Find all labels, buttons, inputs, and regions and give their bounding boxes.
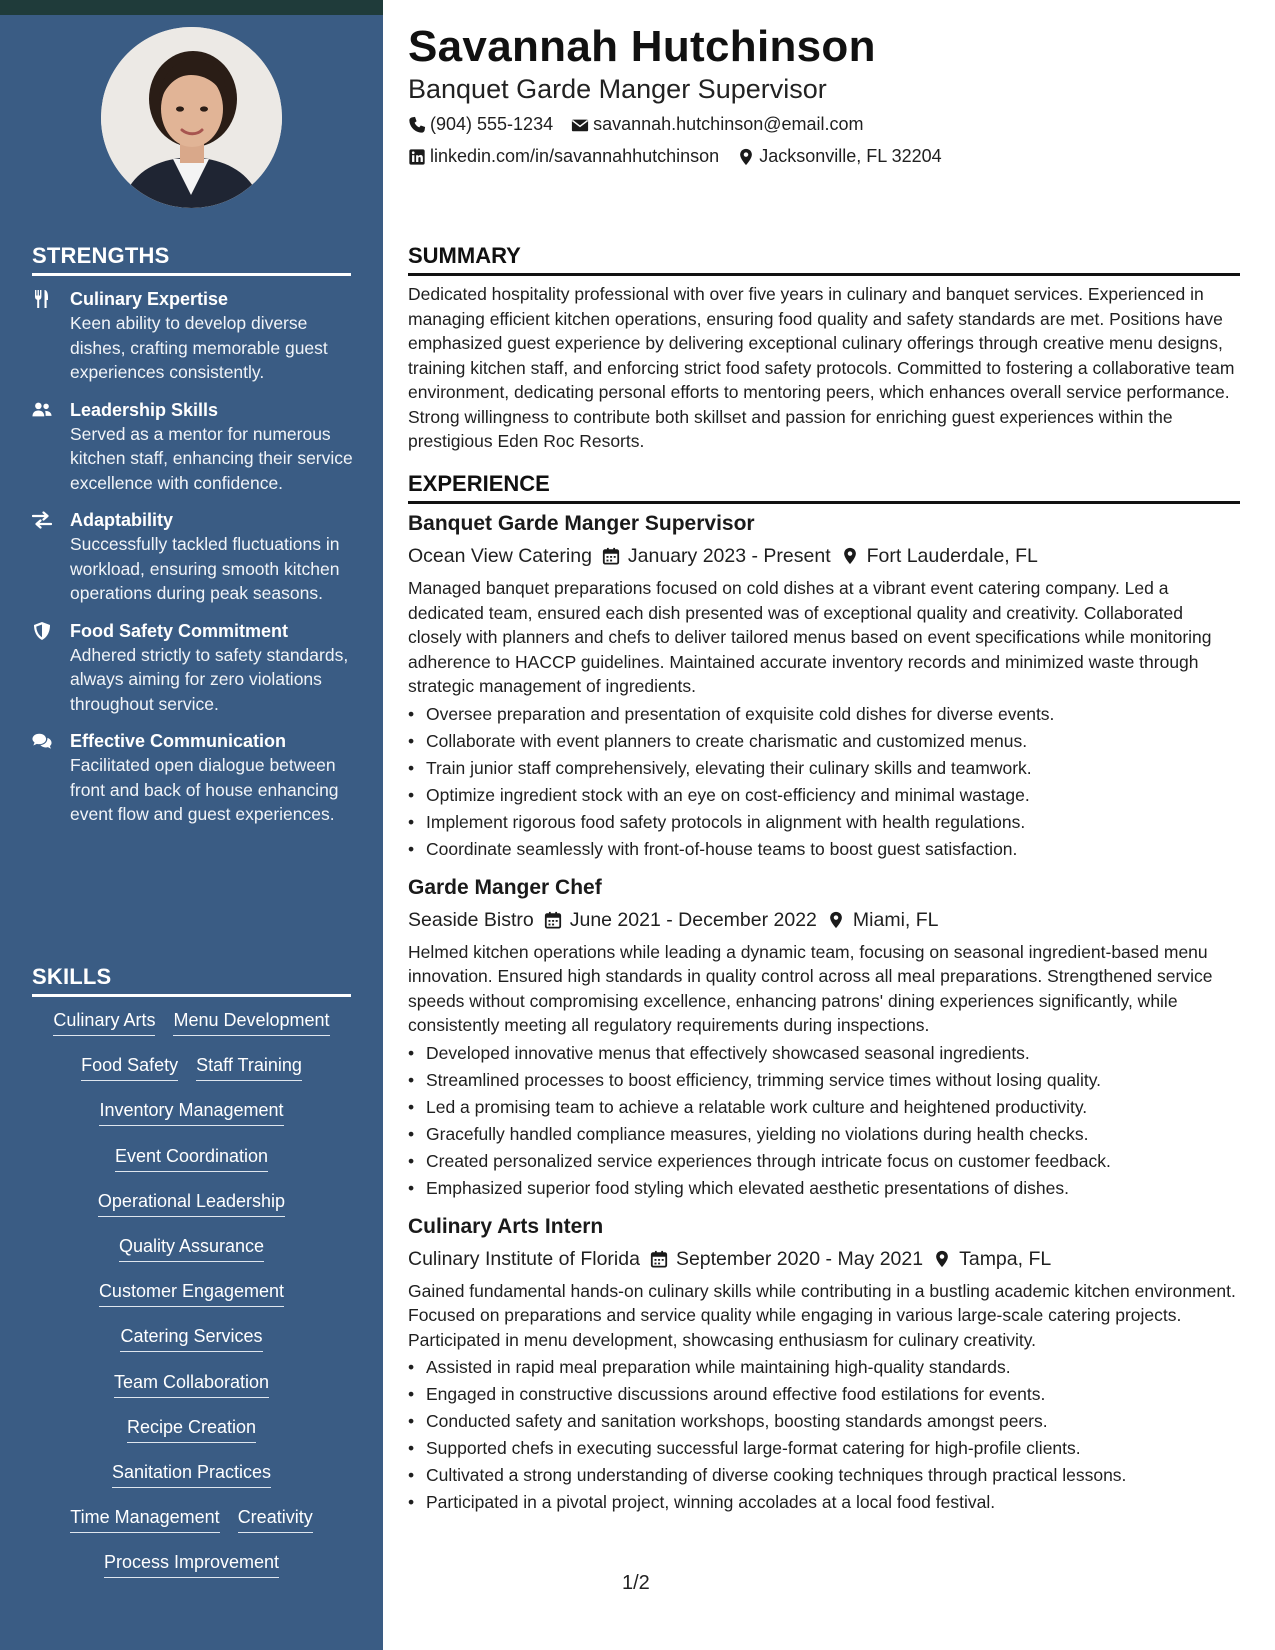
job-title: Garde Manger Chef	[408, 875, 602, 899]
job-bullet: • Collaborate with event planners to create charismatic and customized menus.	[408, 728, 1240, 755]
job-description: Managed banquet preparations focused on cold dishes at a vibrant event catering company. Led a dedicated team, ensured each dish presented was of exceptional quality and creativity. Collaborated closely with planners and chefs to deliver tailored menus based on event specifications while monitoring adherence to HACCP guidelines. Maintained accurate inventory records and minimized waste through strategic management of ingredients.	[408, 578, 1212, 696]
skills-row	[32, 1144, 351, 1189]
job-title: Banquet Garde Manger Supervisor	[408, 512, 755, 535]
job-location: Fort Lauderdale, FL	[866, 545, 1038, 567]
skills-row	[32, 1550, 351, 1595]
strength-item	[32, 287, 354, 385]
job-bullet: • Developed innovative menus that effectively showcased seasonal ingredients.	[408, 1040, 1240, 1067]
job-dates: January 2023 - Present	[627, 545, 831, 567]
job-bullet: • Participated in a pivotal project, winning accolades at a local food festival.	[408, 1489, 1240, 1516]
experience-heading: EXPERIENCE	[408, 471, 1240, 504]
job-meta	[408, 907, 1240, 933]
skills-row	[32, 1324, 351, 1369]
job-bullet: • Optimize ingredient stock with an eye on cost-efficiency and minimal wastage.	[408, 782, 1240, 809]
job-bullet: • Supported chefs in executing successful large-format catering for high-profile clients.	[408, 1435, 1240, 1462]
skill-tag: Customer Engagement	[99, 1279, 284, 1307]
job-bullets	[408, 1040, 1240, 1202]
job-description: Gained fundamental hands-on culinary skills while contributing in a bustling academic kitchen environment. Focused on preparations and service quality while engaging in various large-scale catering projects. Participated in menu development, showcasing enthusiasm for culinary creativity.	[408, 1280, 1236, 1350]
job-bullets	[408, 1354, 1240, 1516]
job-entry	[408, 875, 1240, 1202]
job-bullet: • Gracefully handled compliance measures, yielding no violations during health checks.	[408, 1121, 1240, 1148]
job-bullet: • Streamlined processes to boost efficiency, trimming service times without losing quality.	[408, 1067, 1240, 1094]
job-location: Miami, FL	[852, 908, 939, 931]
calendar-icon	[602, 547, 620, 565]
contact-phone[interactable]	[408, 114, 553, 135]
page-number: 1/2	[622, 1572, 650, 1594]
strength-item	[32, 619, 354, 717]
strength-title: Adaptability	[70, 510, 174, 530]
skills-row	[32, 1008, 351, 1053]
job-dates: June 2021 - December 2022	[569, 908, 817, 931]
job-company: Seaside Bistro	[408, 908, 534, 931]
job-bullet: • Engaged in constructive discussions around effective food estilations for events.	[408, 1381, 1240, 1408]
job-bullet: • Coordinate seamlessly with front-of-house teams to boost guest satisfaction.	[408, 836, 1240, 863]
skill-tag: Quality Assurance	[119, 1234, 264, 1262]
map-pin-icon	[933, 1250, 951, 1268]
exchange-arrows-icon	[32, 508, 70, 606]
skill-tag: Operational Leadership	[98, 1189, 285, 1217]
job-bullet: • Conducted safety and sanitation workshops, boosting standards amongst peers.	[408, 1408, 1240, 1435]
contact-row	[408, 114, 864, 135]
job-bullets	[408, 701, 1240, 863]
contact-email[interactable]	[571, 114, 863, 135]
job-bullet: • Cultivated a strong understanding of diverse cooking techniques through practical lessons.	[408, 1462, 1240, 1489]
job-bullet: • Emphasized superior food styling which elevated aesthetic presentations of dishes.	[408, 1175, 1240, 1202]
email-address: savannah.hutchinson@email.com	[593, 114, 864, 134]
candidate-title: Banquet Garde Manger Supervisor	[408, 74, 827, 104]
skill-tag: Inventory Management	[99, 1098, 283, 1126]
skills-list	[32, 1008, 351, 1595]
skills-row	[32, 1098, 351, 1143]
contact-location	[737, 146, 941, 167]
skill-tag: Creativity	[238, 1505, 313, 1533]
skill-tag: Time Management	[70, 1505, 219, 1533]
calendar-icon	[544, 911, 562, 929]
skill-tag: Recipe Creation	[127, 1415, 256, 1443]
summary-text: Dedicated hospitality professional with over five years in culinary and banquet services. Experienced in managing efficient kitchen operations, ensuring food quality and safety standards are met. Positions have emphasized guest experience by delivering exceptional culinary offerings through creative menu designs, training kitchen staff, and enforcing strict food safety protocols. Committed to fostering a collaborative team environment, dedicating personal efforts to mentoring peers, which enhances overall service performance. Strong willingness to contribute both skillset and passion for enriching guest experiences within the prestigious Eden Roc Resorts.	[408, 284, 1235, 451]
strength-item	[32, 729, 354, 827]
location-text: Jacksonville, FL 32204	[759, 146, 942, 166]
strength-title: Effective Communication	[70, 731, 287, 751]
job-title: Culinary Arts Intern	[408, 1214, 604, 1238]
job-entry	[408, 511, 1240, 863]
job-company: Culinary Institute of Florida	[408, 1247, 640, 1270]
strength-title: Food Safety Commitment	[70, 620, 289, 641]
skill-tag: Menu Development	[173, 1008, 329, 1036]
skills-row	[32, 1189, 351, 1234]
skill-tag: Event Coordination	[115, 1144, 268, 1172]
contact-row	[408, 146, 942, 167]
skills-row	[32, 1370, 351, 1415]
skill-tag: Culinary Arts	[53, 1008, 155, 1036]
strength-description: Keen ability to develop diverse dishes, crafting memorable guest experiences consistently.	[70, 313, 328, 382]
map-pin-icon	[827, 911, 845, 929]
job-dates: September 2020 - May 2021	[675, 1247, 924, 1270]
map-pin-icon	[737, 148, 755, 166]
skills-row	[32, 1460, 351, 1505]
skills-heading: SKILLS	[32, 964, 351, 997]
profile-photo	[101, 27, 282, 208]
job-meta	[408, 1246, 1240, 1272]
comments-icon	[32, 729, 70, 827]
strength-description: Facilitated open dialogue between front and back of house enhancing event flow and guest experiences.	[70, 755, 339, 824]
strength-title: Culinary Expertise	[70, 289, 229, 309]
candidate-name: Savannah Hutchinson	[408, 22, 876, 71]
strength-item	[32, 398, 354, 496]
skills-row	[32, 1415, 351, 1460]
users-icon	[32, 398, 70, 496]
skills-row	[32, 1053, 351, 1098]
job-meta	[408, 543, 1240, 569]
job-bullet: • Oversee preparation and presentation of exquisite cold dishes for diverse events.	[408, 701, 1240, 728]
skills-row	[32, 1234, 351, 1279]
skill-tag: Process Improvement	[104, 1550, 279, 1578]
strengths-list	[32, 287, 354, 840]
phone-icon	[408, 116, 426, 134]
sidebar-top-band	[0, 0, 383, 15]
skill-tag: Sanitation Practices	[112, 1460, 271, 1488]
skill-tag: Staff Training	[196, 1053, 302, 1081]
strength-item	[32, 508, 354, 606]
strength-description: Successfully tackled fluctuations in workload, ensuring smooth kitchen operations during peak seasons.	[70, 534, 340, 603]
job-bullet: • Train junior staff comprehensively, elevating their culinary skills and teamwork.	[408, 755, 1240, 782]
sidebar	[0, 0, 383, 1650]
phone-number: (904) 555-1234	[430, 114, 554, 134]
map-pin-icon	[841, 547, 859, 565]
job-bullet: • Assisted in rapid meal preparation while maintaining high-quality standards.	[408, 1354, 1240, 1381]
job-bullet: • Created personalized service experiences through intricate focus on customer feedback.	[408, 1148, 1240, 1175]
strength-title: Leadership Skills	[70, 399, 219, 420]
experience-list	[408, 511, 1240, 1528]
utensils-icon	[32, 287, 70, 385]
job-location: Tampa, FL	[959, 1247, 1052, 1270]
linkedin-url: linkedin.com/in/savannahhutchinson	[430, 146, 720, 166]
calendar-icon	[650, 1250, 668, 1268]
linkedin-icon	[408, 148, 426, 166]
job-bullet: • Led a promising team to achieve a relatable work culture and heightened productivity.	[408, 1094, 1240, 1121]
skill-tag: Team Collaboration	[114, 1370, 269, 1398]
profile-photo-image	[101, 27, 282, 208]
job-description: Helmed kitchen operations while leading a dynamic team, focusing on seasonal ingredient-based menu innovation. Ensured high standards in quality control across all meal preparations. Strengthened service speeds without compromising excellence, enhancing patrons' dining experiences significantly, while consistently meeting all regulatory requirements during inspections.	[408, 941, 1213, 1035]
shield-icon	[32, 619, 70, 717]
envelope-icon	[571, 116, 589, 134]
strength-description: Adhered strictly to safety standards, always aiming for zero violations throughout service.	[70, 644, 349, 714]
contact-linkedin[interactable]	[408, 146, 719, 167]
skills-row	[32, 1279, 351, 1324]
strengths-heading: STRENGTHS	[32, 243, 351, 276]
job-company: Ocean View Catering	[408, 545, 592, 567]
skill-tag: Food Safety	[81, 1053, 178, 1081]
summary-heading: SUMMARY	[408, 243, 1240, 276]
strength-description: Served as a mentor for numerous kitchen staff, enhancing their service excellence with confidence.	[70, 423, 353, 493]
skills-row	[32, 1505, 351, 1550]
skill-tag: Catering Services	[120, 1324, 262, 1352]
job-bullet: • Implement rigorous food safety protocols in alignment with health regulations.	[408, 809, 1240, 836]
job-entry	[408, 1214, 1240, 1517]
